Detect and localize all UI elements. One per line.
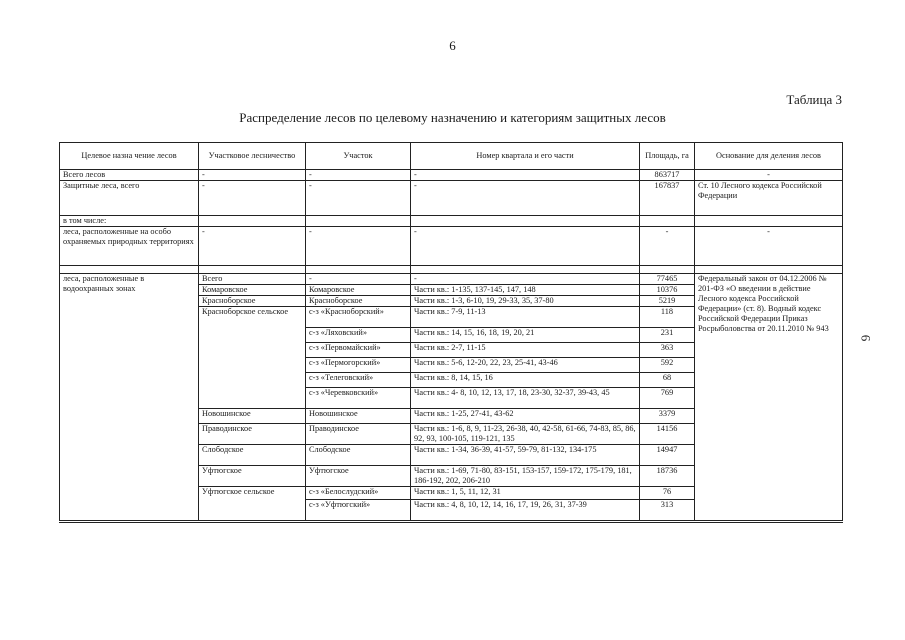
water-district: Красноборское <box>199 296 306 307</box>
water-section: Новошинское <box>306 409 411 424</box>
water-quarter: Части кв.: 8, 14, 15, 16 <box>411 373 640 388</box>
water-quarter: Части кв.: 1-6, 8, 9, 11-23, 26-38, 40, 42-58, 61-66, 74-83, 85, 86, 92, 93, 100-105, 119-121, 135 <box>411 424 640 445</box>
water-section: Слободское <box>306 445 411 466</box>
water-section: Уфтюгское <box>306 466 411 487</box>
header-row <box>60 143 843 170</box>
water-quarter: Части кв.: 5-6, 12-20, 22, 23, 25-41, 43-46 <box>411 358 640 373</box>
table-row-total <box>60 170 843 181</box>
protected-territories-basis: - <box>695 227 843 266</box>
protective-district: - <box>199 181 306 216</box>
protected-territories-label: леса, расположенные на особо охраняемых природных территориях <box>60 227 199 266</box>
total-basis: - <box>695 170 843 181</box>
water-section: Красноборское <box>306 296 411 307</box>
water-district: Праводинское <box>199 424 306 445</box>
water-quarter: Части кв.: 1-25, 27-41, 43-62 <box>411 409 640 424</box>
water-area: 14947 <box>640 445 695 466</box>
water-quarter: Части кв.: 1-3, 6-10, 19, 29-33, 35, 37-80 <box>411 296 640 307</box>
header-area: Площадь, га <box>640 143 695 170</box>
water-area: 5219 <box>640 296 695 307</box>
water-area: 769 <box>640 388 695 409</box>
water-area: 592 <box>640 358 695 373</box>
water-district: Красноборское сельское <box>199 307 306 409</box>
water-quarter: Части кв.: 1-135, 137-145, 147, 148 <box>411 285 640 296</box>
water-district: Новошинское <box>199 409 306 424</box>
water-section: с-з «Уфтюгский» <box>306 500 411 522</box>
water-quarter: Части кв.: 7-9, 11-13 <box>411 307 640 328</box>
water-district: Комаровское <box>199 285 306 296</box>
water-district: Всего <box>199 274 306 285</box>
protective-quarter: - <box>411 181 640 216</box>
including-label: в том числе: <box>60 216 199 227</box>
water-area: 76 <box>640 487 695 500</box>
header-district: Участковое лесничество <box>199 143 306 170</box>
protective-area: 167837 <box>640 181 695 216</box>
water-quarter: Части кв.: 4, 8, 10, 12, 14, 16, 17, 19, 26, 31, 37-39 <box>411 500 640 522</box>
water-district: Уфтюгское <box>199 466 306 487</box>
water-section: - <box>306 274 411 285</box>
water-area: 3379 <box>640 409 695 424</box>
total-area: 863717 <box>640 170 695 181</box>
table-title: Распределение лесов по целевому назначению и категориям защитных лесов <box>239 110 666 125</box>
protected-territories-district: - <box>199 227 306 266</box>
protected-territories-area: - <box>640 227 695 266</box>
water-section: с-з «Черевковский» <box>306 388 411 409</box>
table-row-protected-territories <box>60 227 843 266</box>
header-quarter: Номер квартала и его части <box>411 143 640 170</box>
protected-territories-section: - <box>306 227 411 266</box>
water-district: Слободское <box>199 445 306 466</box>
forest-distribution-table <box>59 142 843 523</box>
total-section: - <box>306 170 411 181</box>
water-quarter: Части кв.: 4- 8, 10, 12, 13, 17, 18, 23-30, 32-37, 39-43, 45 <box>411 388 640 409</box>
protective-section: - <box>306 181 411 216</box>
protective-label: Защитные леса, всего <box>60 181 199 216</box>
water-section: с-з «Пермогорский» <box>306 358 411 373</box>
total-quarter: - <box>411 170 640 181</box>
water-zones-basis: Федеральный закон от 04.12.2006 № 201-ФЗ «О введении в действие Лесного кодекса Российской Федерации» (ст. 8). Водный кодекс Российской Федерации Приказ Росрыболовства от 20.11.2010 № 943 <box>695 274 843 522</box>
water-section: с-з «Первомайский» <box>306 343 411 358</box>
table-row-including <box>60 216 843 227</box>
water-area: 68 <box>640 373 695 388</box>
water-zones-label: леса, расположенные в водоохранных зонах <box>60 274 199 522</box>
water-area: 118 <box>640 307 695 328</box>
table-row-spacer <box>60 266 843 274</box>
water-quarter: Части кв.: 1-69, 71-80, 83-151, 153-157, 159-172, 175-179, 181, 186-192, 202, 206-210 <box>411 466 640 487</box>
water-area: 10376 <box>640 285 695 296</box>
water-district: Уфтюгское сельское <box>199 487 306 522</box>
water-section: Комаровское <box>306 285 411 296</box>
total-district: - <box>199 170 306 181</box>
protective-basis: Ст. 10 Лесного кодекса Российской Федерации <box>695 181 843 216</box>
side-page-number: 6 <box>858 334 874 342</box>
water-section: с-з «Телеговский» <box>306 373 411 388</box>
water-area: 18736 <box>640 466 695 487</box>
water-section: Праводинское <box>306 424 411 445</box>
water-quarter: Части кв.: 14, 15, 16, 18, 19, 20, 21 <box>411 328 640 343</box>
total-label: Всего лесов <box>60 170 199 181</box>
page-number: 6 <box>449 38 456 53</box>
table-row <box>60 274 843 285</box>
water-area: 363 <box>640 343 695 358</box>
water-quarter: Части кв.: 1-34, 36-39, 41-57, 59-79, 81-132, 134-175 <box>411 445 640 466</box>
water-section: с-з «Белослудский» <box>306 487 411 500</box>
protected-territories-quarter: - <box>411 227 640 266</box>
water-section: с-з «Красноборский» <box>306 307 411 328</box>
water-area: 231 <box>640 328 695 343</box>
table-row-protective <box>60 181 843 216</box>
water-quarter: Части кв.: 2-7, 11-15 <box>411 343 640 358</box>
table-label: Таблица 3 <box>786 92 842 107</box>
water-area: 14156 <box>640 424 695 445</box>
header-section: Участок <box>306 143 411 170</box>
header-basis: Основание для деления лесов <box>695 143 843 170</box>
water-quarter: Части кв.: 1, 5, 11, 12, 31 <box>411 487 640 500</box>
water-section: с-з «Ляховский» <box>306 328 411 343</box>
water-area: 77465 <box>640 274 695 285</box>
header-purpose: Целевое назна чение лесов <box>60 143 199 170</box>
water-area: 313 <box>640 500 695 522</box>
water-quarter: - <box>411 274 640 285</box>
